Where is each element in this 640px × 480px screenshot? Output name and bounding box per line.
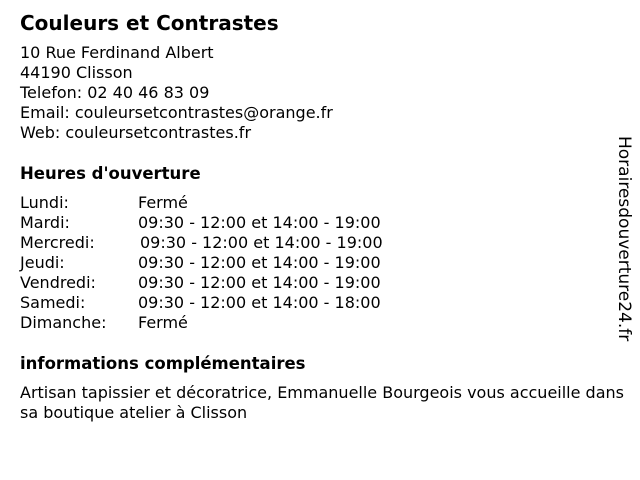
watermark-text: Horairesdouverture24.fr [614,136,634,342]
day-label: Mercredi: [20,233,95,252]
phone-line: Telefon: 02 40 46 83 09 [20,83,210,102]
business-name: Couleurs et Contrastes [20,11,279,35]
day-hours: 09:30 - 12:00 et 14:00 - 19:00 [138,213,381,232]
day-hours: Fermé [138,313,188,332]
day-hours: 09:30 - 12:00 et 14:00 - 19:00 [138,273,381,292]
day-hours: 09:30 - 12:00 et 14:00 - 19:00 [140,233,383,252]
hours-heading: Heures d'ouverture [20,164,201,183]
day-label: Lundi: [20,193,69,212]
web-line: Web: couleursetcontrastes.fr [20,123,252,142]
email-line: Email: couleursetcontrastes@orange.fr [20,103,333,122]
day-hours: Fermé [138,193,188,212]
day-label: Samedi: [20,293,86,312]
site-watermark [614,136,634,342]
day-label: Mardi: [20,213,70,232]
day-label: Dimanche: [20,313,107,332]
day-label: Jeudi: [20,253,65,272]
address-line-1: 10 Rue Ferdinand Albert [20,43,214,62]
day-label: Vendredi: [20,273,96,292]
info-heading: informations complémentaires [20,354,306,373]
address-line-2: 44190 Clisson [20,63,133,82]
day-hours: 09:30 - 12:00 et 14:00 - 19:00 [138,253,381,272]
contact-block [20,43,333,143]
day-hours: 09:30 - 12:00 et 14:00 - 18:00 [138,293,381,312]
info-description: Artisan tapissier et décoratrice, Emmanuelle Bourgeois vous accueille dans sa boutique atelier à Clisson [20,383,624,422]
